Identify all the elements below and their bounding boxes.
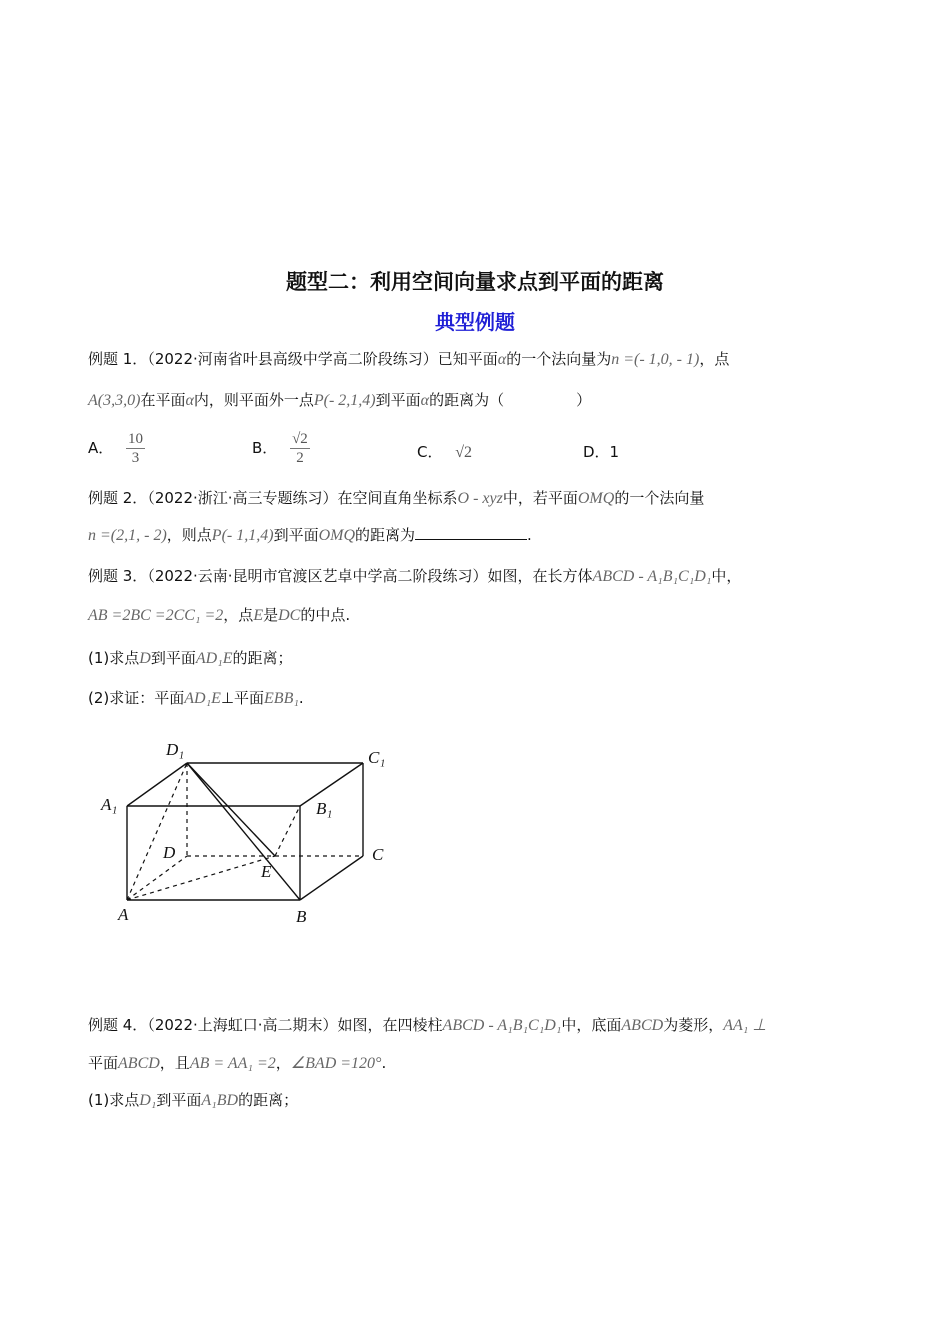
text: 在空间直角坐标系 xyxy=(337,489,458,507)
math-point-e: E xyxy=(253,607,264,624)
text: ，点 xyxy=(223,606,254,624)
example-4-label: 例题 4． xyxy=(88,1016,148,1034)
example-1-line-1 xyxy=(88,347,729,372)
option-b-label: B． xyxy=(252,439,278,457)
label-d: D xyxy=(163,843,176,862)
denominator: 2 xyxy=(296,450,304,466)
text: 如图，在长方体 xyxy=(487,567,593,585)
example-1-line-2 xyxy=(88,388,591,413)
option-a xyxy=(88,430,145,467)
segment-d1-e xyxy=(187,763,275,856)
hidden-segment-e-b1 xyxy=(275,806,300,856)
text: 已知平面 xyxy=(437,350,498,368)
fraction xyxy=(126,430,145,467)
math-plane-omq: OMQ xyxy=(577,490,615,507)
text: 在平面 xyxy=(140,391,186,409)
math-aa1-perp: AA₁ ⊥ xyxy=(723,1017,767,1034)
label-b1: B₁ xyxy=(316,799,333,818)
example-3-line-1 xyxy=(88,564,741,589)
math-segment-dc: DC xyxy=(278,607,301,624)
text: (1)求点 xyxy=(88,649,140,667)
section-subtitle: 典型例题 xyxy=(435,310,515,334)
math-normal-vector: n =(- 1,0, - 1) xyxy=(611,351,700,368)
example-1-source: （2022·河南省叶县高级中学高二阶段练习） xyxy=(147,350,438,368)
text: 中，若平面 xyxy=(502,489,578,507)
numerator: √2 xyxy=(292,431,308,447)
answer-blank xyxy=(415,523,527,540)
option-c-label: C． xyxy=(417,443,443,461)
text: 内，则平面外一点 xyxy=(193,391,314,409)
math-base-abcd: ABCD xyxy=(621,1017,664,1034)
edge-b-c xyxy=(300,856,363,900)
math-angle: ∠BAD =120° xyxy=(290,1055,382,1072)
example-3-line-2 xyxy=(88,603,350,628)
option-c xyxy=(417,440,472,465)
text: 中，底面 xyxy=(561,1016,622,1034)
text: ，则点 xyxy=(166,526,212,544)
section-title: 题型二：利用空间向量求点到平面的距离 xyxy=(286,270,664,294)
example-4-question-1 xyxy=(88,1088,298,1113)
text: 的一个法向量为 xyxy=(506,350,612,368)
math-coordinate-system: O - xyz xyxy=(457,490,503,507)
hidden-edge-a-d xyxy=(127,856,187,900)
fraction xyxy=(290,430,310,467)
text: 中， xyxy=(711,567,742,585)
label-d1: D₁ xyxy=(166,740,185,759)
math-plane-ad1e: AD₁E xyxy=(195,650,233,667)
example-3-source: （2022·云南·昆明市官渡区艺卓中学高二阶段练习） xyxy=(147,567,488,585)
math-plane-ebb1: EBB₁ xyxy=(264,690,299,707)
math-solid: ABCD - A₁B₁C₁D₁ xyxy=(442,1017,562,1034)
math-point-p: P(- 2,1,4) xyxy=(313,392,376,409)
math-base-abcd: ABCD xyxy=(118,1055,160,1072)
example-2-source: （2022·浙江·高三专题练习） xyxy=(147,489,338,507)
example-3-label: 例题 3． xyxy=(88,567,148,585)
text: (1)求点 xyxy=(88,1091,140,1109)
math-alpha: α xyxy=(420,392,430,409)
text: 的距离为 xyxy=(355,526,416,544)
label-e: E xyxy=(261,862,272,881)
math-point-a: A(3,3,0) xyxy=(88,392,141,409)
example-1-label: 例题 1． xyxy=(88,350,148,368)
text: ，点 xyxy=(699,350,730,368)
text: 平面 xyxy=(234,689,265,707)
text: 为菱形， xyxy=(663,1016,724,1034)
option-a-label: A． xyxy=(88,439,114,457)
perpendicular-symbol: ⊥ xyxy=(220,689,234,707)
edge-a1-d1 xyxy=(127,763,187,806)
example-2-line-1 xyxy=(88,486,704,511)
math-alpha: α xyxy=(185,392,194,409)
text: . xyxy=(381,1054,387,1072)
hidden-segment-a-d1 xyxy=(127,763,187,900)
text: 如图，在四棱柱 xyxy=(337,1016,443,1034)
label-c1: C₁ xyxy=(368,748,386,767)
text: 的距离为（ xyxy=(429,391,505,409)
example-2-line-2 xyxy=(88,523,532,548)
math-normal-vector: n =(2,1, - 2) xyxy=(88,527,167,544)
text: 的距离； xyxy=(238,1091,299,1109)
text: 是 xyxy=(263,606,279,624)
math-equation: AB = AA₁ =2 xyxy=(189,1055,276,1072)
text: 的一个法向量 xyxy=(614,489,705,507)
segment-d1-b xyxy=(187,763,300,900)
option-d xyxy=(583,440,619,464)
option-d-label: D．1 xyxy=(583,443,620,461)
example-4-source: （2022·上海虹口·高二期末） xyxy=(147,1016,338,1034)
text: ） xyxy=(576,391,592,409)
hidden-segment-a-e xyxy=(127,856,275,900)
label-a: A xyxy=(118,905,129,924)
text: ，且 xyxy=(159,1054,190,1072)
math-point-d1: D₁ xyxy=(139,1092,157,1109)
math-point-p: P(- 1,1,4) xyxy=(211,527,274,544)
cuboid-figure xyxy=(90,728,410,928)
math-equation: AB =2BC =2CC₁ =2 xyxy=(88,607,224,624)
text: 的距离； xyxy=(232,649,293,667)
math-alpha: α xyxy=(497,351,507,368)
text: . xyxy=(298,689,304,707)
text: . xyxy=(527,526,532,544)
math-solid: ABCD - A₁B₁C₁D₁ xyxy=(592,568,712,585)
math-point-d: D xyxy=(139,650,151,667)
math-plane-ad1e: AD₁E xyxy=(184,690,221,707)
label-c: C xyxy=(372,845,384,864)
label-a1: A₁ xyxy=(101,795,118,814)
example-3-question-2 xyxy=(88,686,304,711)
text: 到平面 xyxy=(273,526,319,544)
text: 到平面 xyxy=(156,1091,202,1109)
label-b: B xyxy=(296,907,307,926)
denominator: 3 xyxy=(131,450,140,466)
example-3-question-1 xyxy=(88,646,293,671)
text: 到平面 xyxy=(375,391,421,409)
text: (2)求证：平面 xyxy=(88,689,185,707)
example-4-line-2 xyxy=(88,1051,386,1076)
example-4-line-1 xyxy=(88,1013,766,1038)
numerator: 10 xyxy=(128,431,144,447)
math-plane-omq: OMQ xyxy=(318,527,356,544)
text: 平面 xyxy=(88,1054,119,1072)
text: 到平面 xyxy=(150,649,196,667)
option-b xyxy=(252,430,310,467)
math-plane-a1bd: A₁BD xyxy=(201,1092,239,1109)
text: 的中点. xyxy=(300,606,351,624)
math-sqrt2: √2 xyxy=(455,444,473,461)
text: ， xyxy=(275,1054,291,1072)
example-2-label: 例题 2． xyxy=(88,489,148,507)
